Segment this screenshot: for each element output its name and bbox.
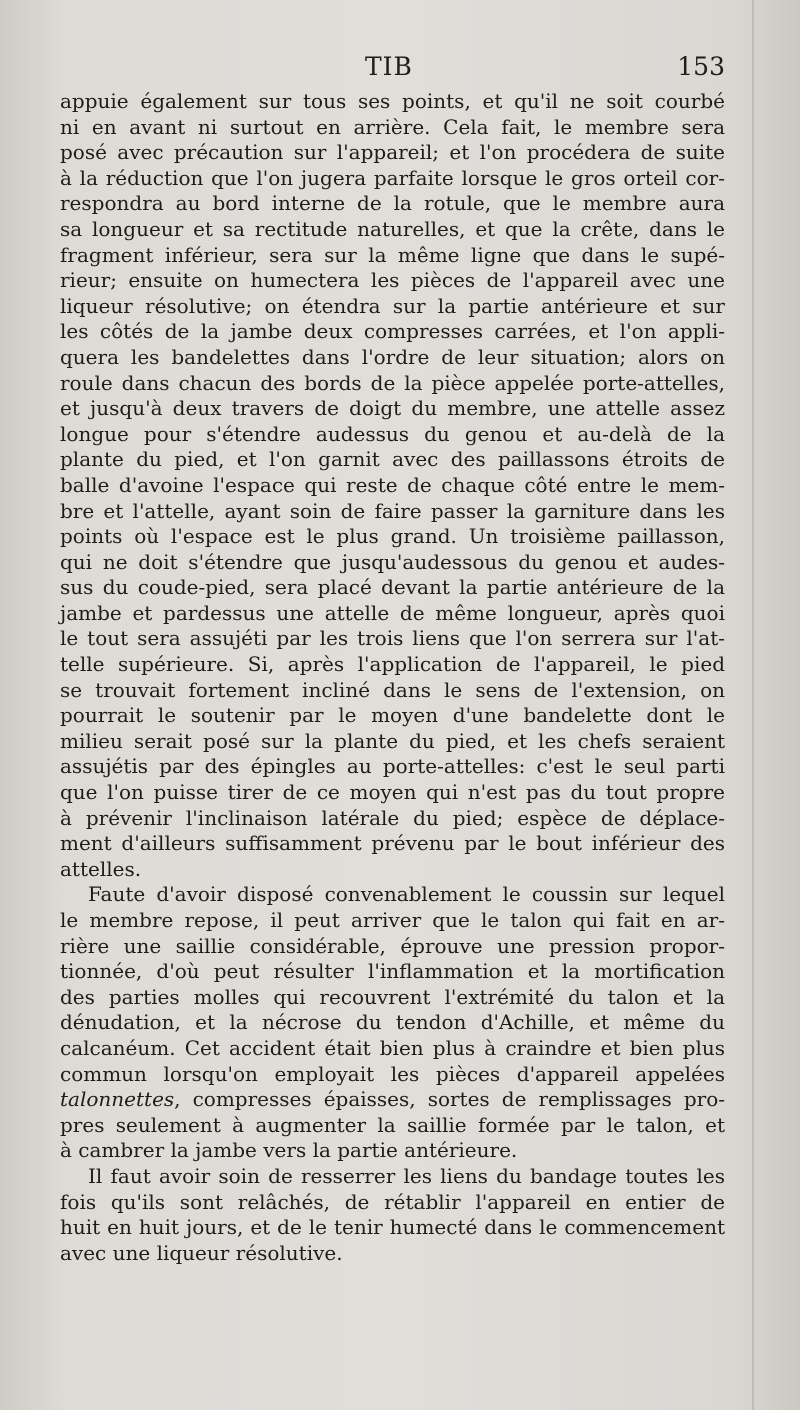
page-header	[60, 52, 725, 88]
text-line: points où l'espace est le plus grand. Un troisième paillasson,	[60, 524, 725, 549]
text-line: talonnettes, compresses épaisses, sortes de remplissages pro-	[60, 1087, 725, 1112]
text-line: respondra au bord interne de la rotule, que le membre aura	[60, 191, 725, 216]
text-line: tionnée, d'où peut résulter l'inflammation et la mortification	[60, 959, 725, 984]
body-text	[60, 89, 725, 1266]
text-line: et jusqu'à deux travers de doigt du membre, une attelle assez	[60, 396, 725, 421]
text-line: le membre repose, il peut arriver que le talon qui fait en ar-	[60, 908, 725, 932]
text-line: à cambrer la jambe vers la partie antérieure.	[60, 1138, 518, 1163]
text-line: pourrait le soutenir par le moyen d'une bandelette dont le	[60, 703, 725, 728]
text-line: posé avec précaution sur l'appareil; et l'on procédera de suite	[60, 140, 725, 165]
text-line: longue pour s'étendre audessus du genou et au-delà de la	[60, 421, 725, 446]
text-line: sa longueur et sa rectitude naturelles, et que la crête, dans le	[60, 216, 725, 241]
text-line: milieu serait posé sur la plante du pied, et les chefs seraient	[60, 728, 725, 753]
text-line: fois qu'ils sont relâchés, de rétablir l'appareil en entier de	[60, 1189, 725, 1214]
text-line: Faute d'avoir disposé convenablement le coussin sur lequel	[88, 882, 725, 907]
text-line: attelles.	[60, 856, 142, 881]
text-line: à la réduction que l'on jugera parfaite lorsque le gros orteil cor-	[60, 165, 725, 190]
page-edge-shadow	[752, 0, 754, 1410]
text-line: pres seulement à augmenter la saillie formée par le talon, et	[60, 1112, 725, 1137]
text-line: rieur; ensuite on humectera les pièces de l'appareil avec une	[60, 268, 725, 293]
text-line: telle supérieure. Si, après l'application de l'appareil, le pied	[60, 652, 725, 677]
text-line: commun lorsqu'on employait les pièces d'appareil appelées	[60, 1061, 725, 1086]
text-line: sus du coude-pied, sera placé devant la partie antérieure de la	[60, 575, 725, 600]
text-line: quera les bandelettes dans l'ordre de leur situation; alors on	[60, 344, 725, 369]
text-line: les côtés de la jambe deux compresses carrées, et l'on appli-	[60, 319, 725, 344]
text-line: rière une saillie considérable, éprouve une pression propor-	[60, 933, 725, 958]
text-line: dénudation, et la nécrose du tendon d'Achille, et même du	[60, 1010, 725, 1035]
text-line: avec une liqueur résolutive.	[60, 1240, 343, 1265]
paragraph	[60, 882, 725, 1164]
text-line: huit en huit jours, et de le tenir humecté dans le commencement	[60, 1215, 725, 1240]
text-line: liqueur résolutive; on étendra sur la partie antérieure et sur	[60, 293, 725, 318]
page-number: 153	[677, 52, 725, 81]
text-line: qui ne doit s'étendre que jusqu'audessous du genou et audes-	[60, 549, 725, 574]
text-line: des parties molles qui recouvrent l'extrémité du talon et la	[60, 984, 725, 1009]
text-line: roule dans chacun des bords de la pièce appelée porte-attelles,	[60, 370, 725, 395]
text-line: jambe et pardessus une attelle de même longueur, après quoi	[60, 600, 725, 625]
text-line: ni en avant ni surtout en arrière. Cela fait, le membre sera	[60, 114, 725, 139]
text-line: Il faut avoir soin de resserrer les liens du bandage toutes les	[88, 1163, 725, 1188]
text-line: fragment inférieur, sera sur la même ligne que dans le supé-	[60, 242, 725, 267]
text-line: se trouvait fortement incliné dans le sens de l'extension, on	[60, 677, 725, 702]
paragraph	[60, 89, 725, 882]
text-line: ment d'ailleurs suffisamment prévenu par le bout inférieur des	[60, 831, 725, 856]
text-line: bre et l'attelle, ayant soin de faire passer la garniture dans les	[60, 498, 725, 523]
running-head: TIB	[365, 52, 413, 81]
text-line: à prévenir l'inclinaison latérale du pied; espèce de déplace-	[60, 805, 725, 830]
text-line: que l'on puisse tirer de ce moyen qui n'est pas du tout propre	[60, 780, 725, 805]
paragraph	[60, 1164, 725, 1266]
text-line: calcanéum. Cet accident était bien plus à craindre et bien plus	[60, 1035, 725, 1060]
text-line: assujétis par des épingles au porte-attelles: c'est le seul parti	[60, 754, 725, 779]
text-line: le tout sera assujéti par les trois liens que l'on serrera sur l'at-	[60, 626, 725, 651]
text-line: balle d'avoine l'espace qui reste de chaque côté entre le mem-	[60, 472, 725, 497]
text-line: plante du pied, et l'on garnit avec des paillassons étroits de	[60, 447, 725, 472]
text-line: appuie également sur tous ses points, et qu'il ne soit courbé	[60, 89, 725, 113]
